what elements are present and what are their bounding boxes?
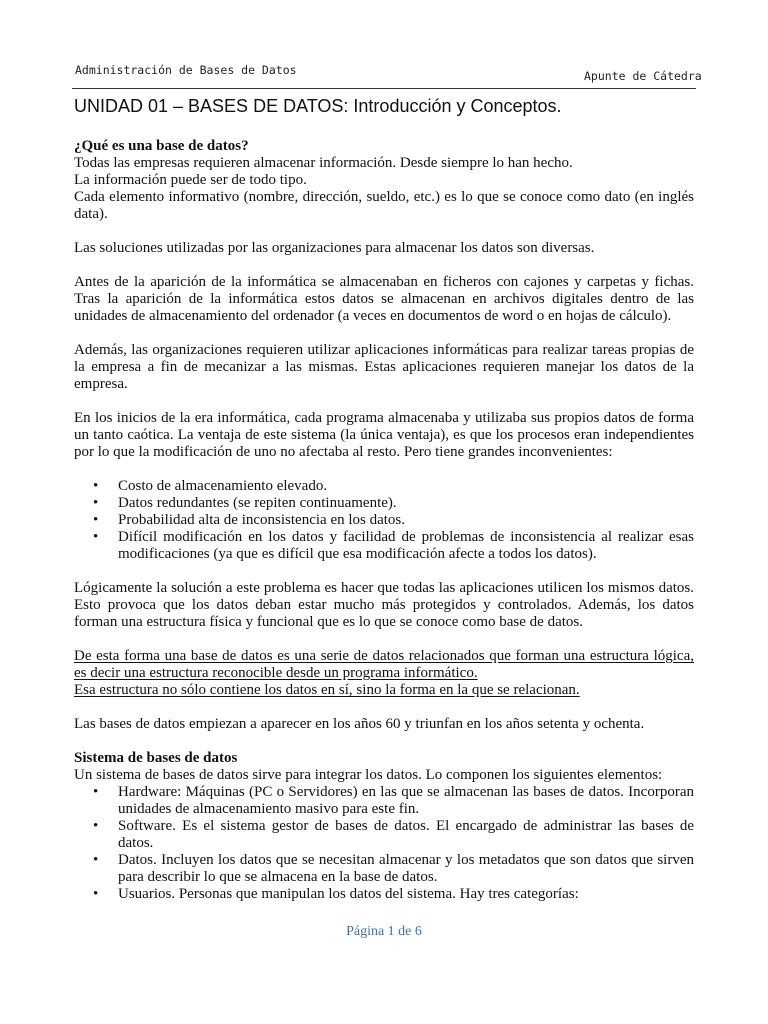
section-heading-db-system: Sistema de bases de datos [74, 750, 238, 766]
header-divider [72, 88, 696, 89]
paragraph: Además, las organizaciones requieren utilizar aplicaciones informáticas para realizar tareas propias de la empresa a fin de mecanizar a las mismas. Estas aplicaciones requieren manejar los datos de la empresa. [74, 342, 694, 392]
list-item: • Usuarios. Personas que manipulan los datos del sistema. Hay tres categorías: [118, 886, 694, 903]
list-item: • Hardware: Máquinas (PC o Servidores) en las que se almacenan las bases de datos. Incorporan unidades de almacenamiento masivo para este fin. [118, 784, 694, 818]
list-item: • Difícil modificación en los datos y facilidad de problemas de inconsistencia al realizar esas modificaciones (ya que es difícil que esa modificación afecte a todos los datos). [118, 529, 694, 563]
paragraph: Las soluciones utilizadas por las organizaciones para almacenar los datos son diversas. [74, 240, 595, 256]
section-heading-what-is-db: ¿Qué es una base de datos? [74, 138, 249, 154]
paragraph-line: Cada elemento informativo (nombre, dirección, sueldo, etc.) es lo que se conoce como dato (en inglés data). [74, 189, 694, 222]
list-item: • Costo de almacenamiento elevado. [118, 478, 694, 495]
paragraph: En los inicios de la era informática, cada programa almacenaba y utilizaba sus propios datos de forma un tanto caótica. La ventaja de este sistema (la única ventaja), es que los procesos eran independientes por lo que la modificación de uno no afectaba al resto. Pero tiene grandes inconvenientes: [74, 410, 694, 460]
paragraph-line: Todas las empresas requieren almacenar información. Desde siempre lo han hecho. [74, 155, 573, 171]
paragraph: Lógicamente la solución a este problema es hacer que todas las aplicaciones utilicen los mismos datos. Esto provoca que los datos deban estar mucho más protegidos y controlados. Además, los datos forman una estructura física y funcional que es lo que se conoce como base de datos. [74, 580, 694, 630]
list-item: • Probabilidad alta de inconsistencia en los datos. [118, 512, 694, 529]
unit-title: UNIDAD 01 – BASES DE DATOS: Introducción y Conceptos. [74, 96, 562, 116]
paragraph-line: La información puede ser de todo tipo. [74, 172, 307, 188]
list-item: • Datos redundantes (se repiten continuamente). [118, 495, 694, 512]
document-body [74, 138, 694, 903]
inconvenients-list [74, 478, 694, 563]
list-item: • Software. Es el sistema gestor de bases de datos. El encargado de administrar las bases de datos. [118, 818, 694, 852]
header-course-name: Administración de Bases de Datos [75, 63, 297, 77]
definition-text: Esa estructura no sólo contiene los datos en sí, sino la forma en la que se relacionan. [74, 682, 580, 698]
paragraph: Antes de la aparición de la informática se almacenaban en ficheros con cajones y carpetas y fichas. Tras la aparición de la informática estos datos se almacenan en archivos digitales dentro de las unidades de almacenamiento del ordenador (a veces en documentos de word o en hojas de cálculo). [74, 274, 694, 324]
components-list [74, 784, 694, 903]
paragraph: Un sistema de bases de datos sirve para integrar los datos. Lo componen los siguientes elementos: [74, 767, 663, 783]
definition-text: De esta forma una base de datos es una serie de datos relacionados que forman una estructura lógica, es decir una estructura reconocible desde un programa informático. [74, 648, 694, 681]
page-number: Página 1 de 6 [346, 924, 422, 939]
header-document-type: Apunte de Cátedra [584, 69, 702, 83]
paragraph: Las bases de datos empiezan a aparecer en los años 60 y triunfan en los años setenta y ochenta. [74, 716, 645, 732]
list-item: • Datos. Incluyen los datos que se necesitan almacenar y los metadatos que son datos que sirven para describir lo que se almacena en la base de datos. [118, 852, 694, 886]
